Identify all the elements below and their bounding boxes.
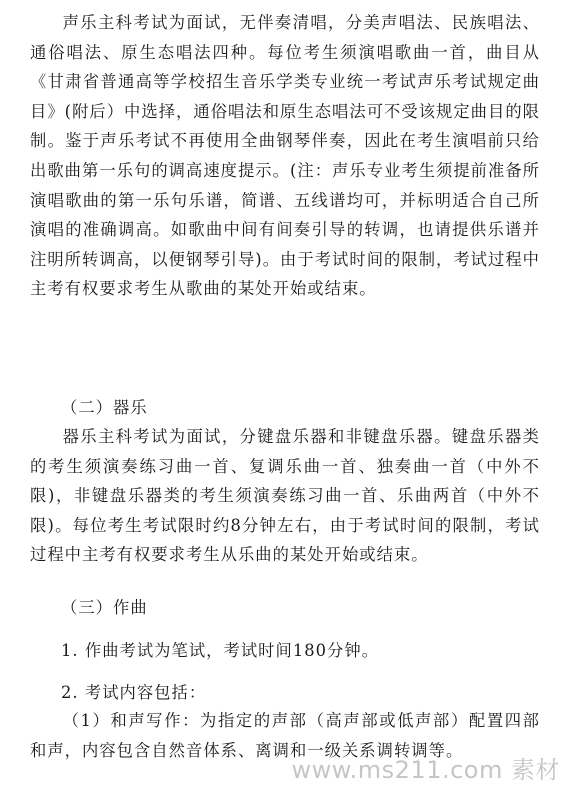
harmony-writing-paragraph: （1）和声写作：为指定的声部（高声部或低声部）配置四部和声，内容包含自然音体系、离调和一级关系调转调等。 [30,711,540,760]
site-watermark: www.ms211.com 素材 [291,756,560,784]
instrument-section-heading: （二）器乐 [61,398,148,417]
composition-item-1: 1. 作曲考试为笔试，考试时间180分钟。 [61,641,380,660]
composition-item-2: 2. 考试内容包括： [61,683,207,702]
instrument-exam-paragraph: 器乐主科考试为面试，分键盘乐器和非键盘乐器。键盘乐器类的考生须演奏练习曲一首、复调乐曲一首、独奏曲一首（中外不限)，非键盘乐器类的考生须演奏练习曲一首、乐曲两首（中外不限)。每位考生考试限时约8分钟左右，由于考试时间的限制，考试过程中主考有权要求考生从乐曲的某处开始或结束。 [30,427,540,565]
composition-section-heading: （三）作曲 [61,598,148,617]
vocal-exam-paragraph: 声乐主科考试为面试，无伴奏清唱，分美声唱法、民族唱法、通俗唱法、原生态唱法四种。每位考生须演唱歌曲一首，曲目从《甘肃省普通高等学校招生音乐学类专业统一考试声乐考试规定曲目》(附后）中选择，通俗唱法和原生态唱法可不受该规定曲目的限制。鉴于声乐考试不再使用全曲钢琴伴奏，因此在考生演唱前只给出歌曲第一乐句的调高速度提示。(注：声乐专业考生须提前准备所演唱歌曲的第一乐句乐谱，简谱、五线谱均可，并标明适合自己所演唱的准确调高。如歌曲中间有间奏引导的转调，也请提供乐谱并注明所转调高，以便钢琴引导)。由于考试时间的限制，考试过程中主考有权要求考生从歌曲的某处开始或结束。 [30,13,541,299]
